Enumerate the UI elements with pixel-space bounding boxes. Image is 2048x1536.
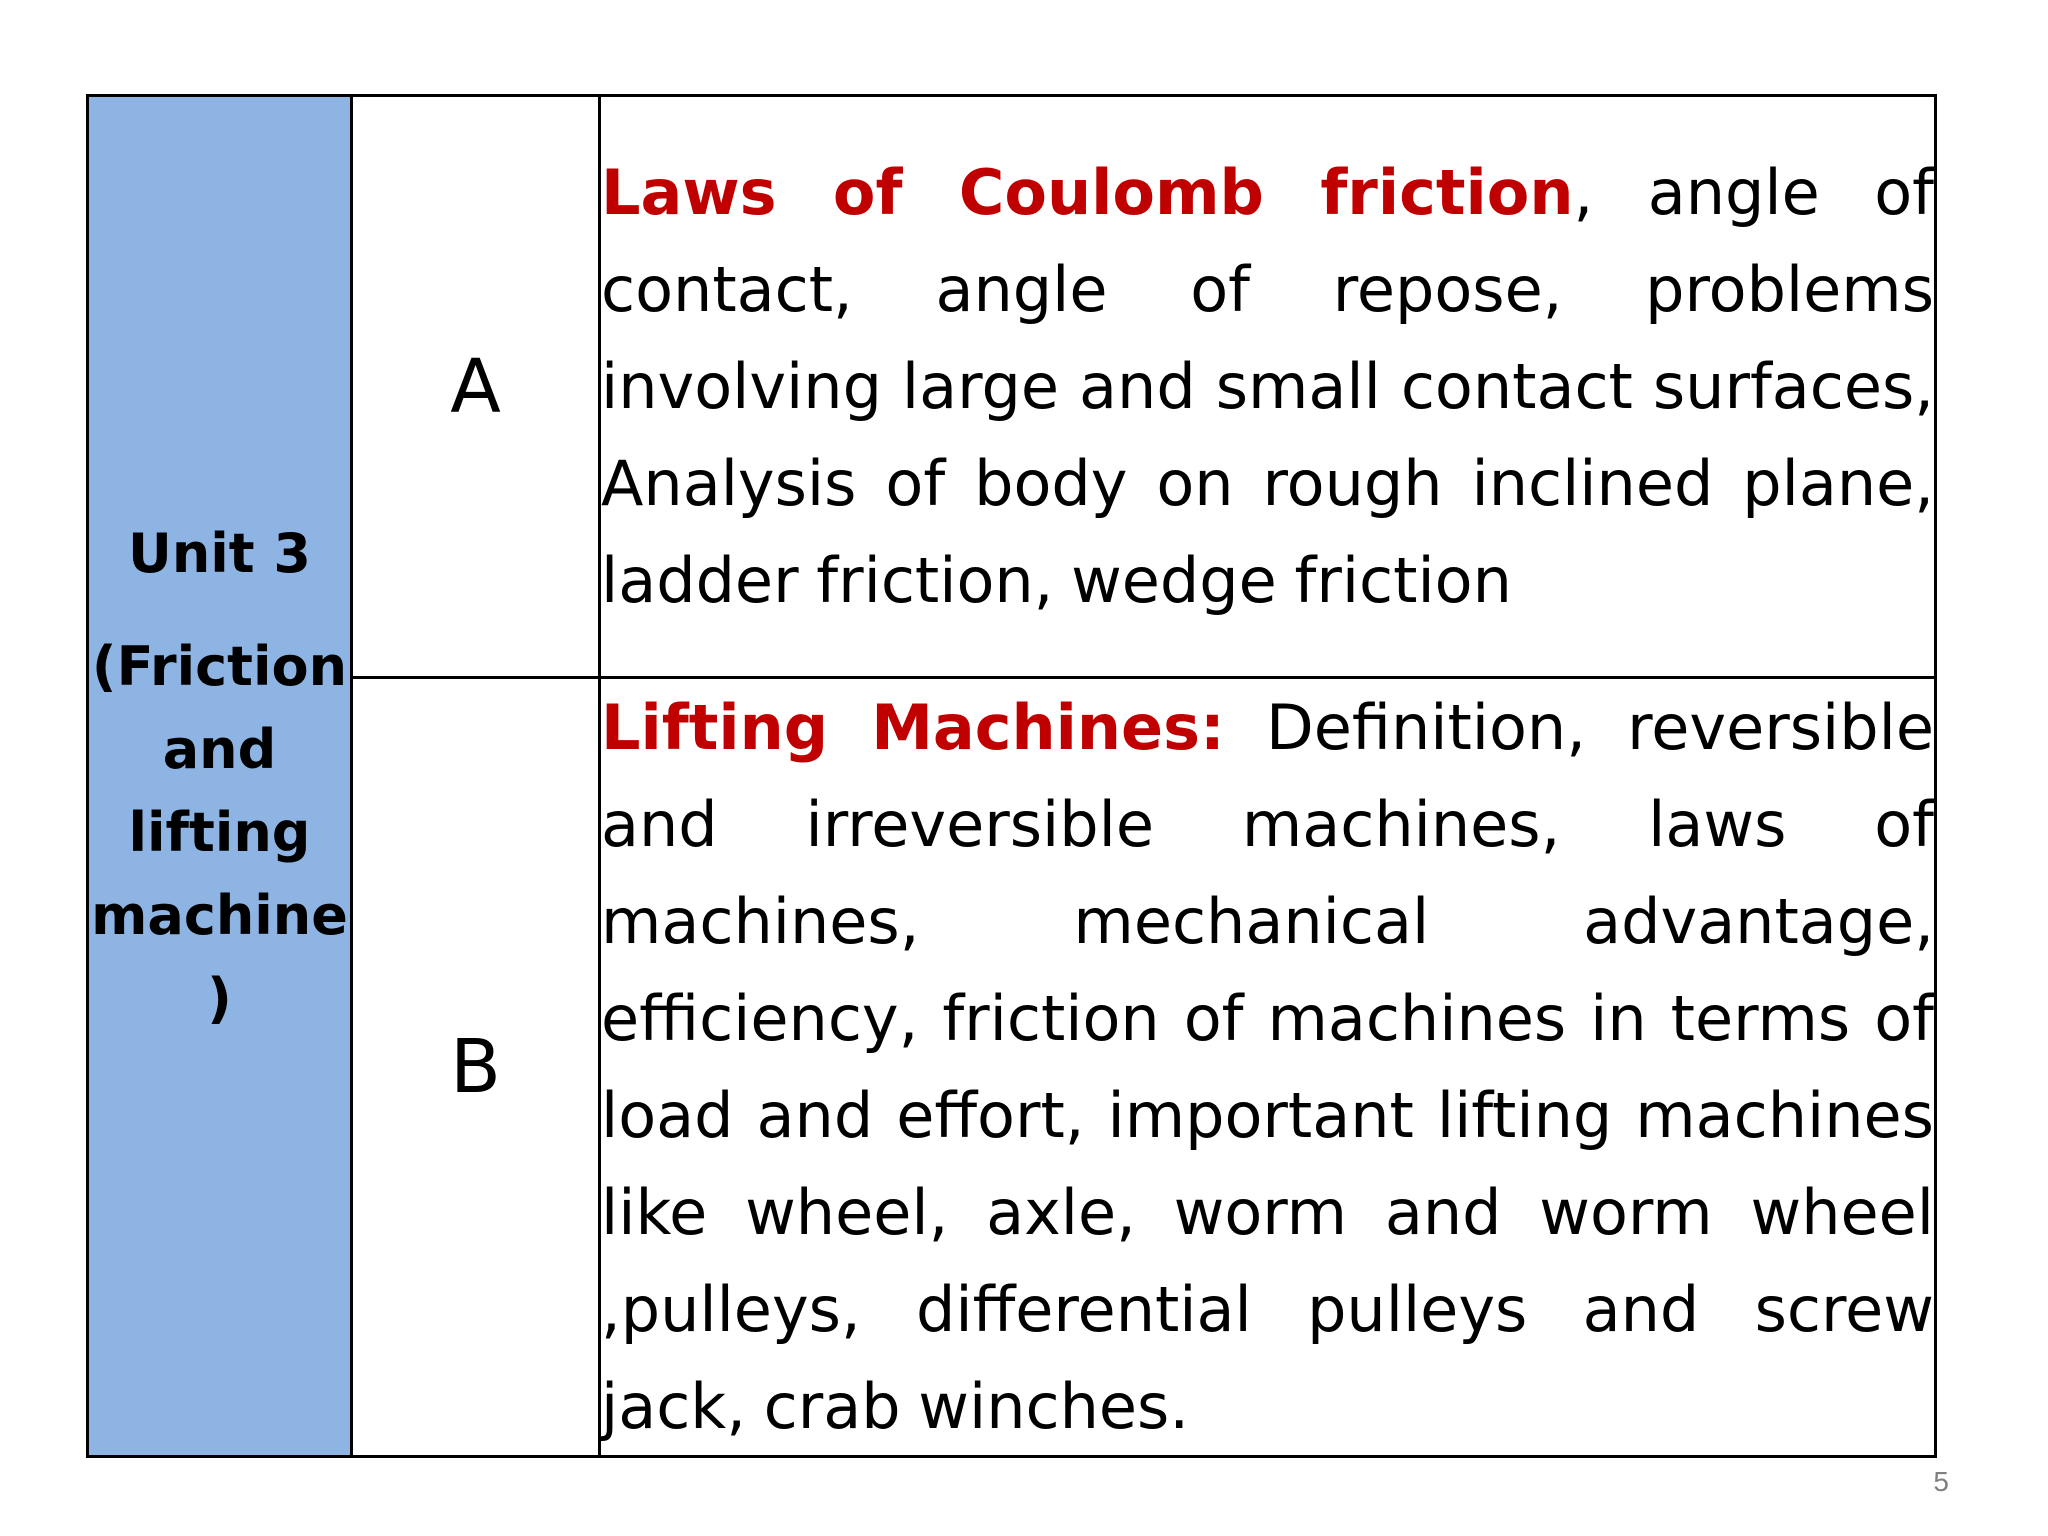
topic-text-a: , angle of contact, angle of repose, problems involving large and small contact surfaces, Analysis of body on rough inclined plane, ladder friction, wedge friction bbox=[601, 156, 1934, 617]
unit-cell bbox=[88, 96, 352, 1457]
syllabus-table bbox=[86, 94, 1937, 1458]
unit-subtitle: (Friction and lifting machine ) bbox=[91, 635, 348, 1030]
topic-text-b: Definition, reversible and irreversible machines, laws of machines, mechanical advantage, efficiency, friction of machines in terms of load and effort, important lifting machines like wheel, axle, worm and worm wheel ,pulleys, differential pulleys and screw jack, crab winches. bbox=[601, 691, 1934, 1443]
unit-title: Unit 3 bbox=[128, 522, 311, 585]
topic-highlight-a: Laws of Coulomb friction bbox=[601, 156, 1574, 229]
part-label-a: A bbox=[352, 96, 600, 678]
page-number: 5 bbox=[1933, 1466, 1949, 1497]
part-description-a bbox=[600, 96, 1936, 678]
topic-highlight-b: Lifting Machines: bbox=[601, 691, 1225, 764]
table-row bbox=[88, 678, 1936, 1457]
table-row bbox=[88, 96, 1936, 678]
part-label-b: B bbox=[352, 678, 600, 1457]
part-description-b bbox=[600, 678, 1936, 1457]
